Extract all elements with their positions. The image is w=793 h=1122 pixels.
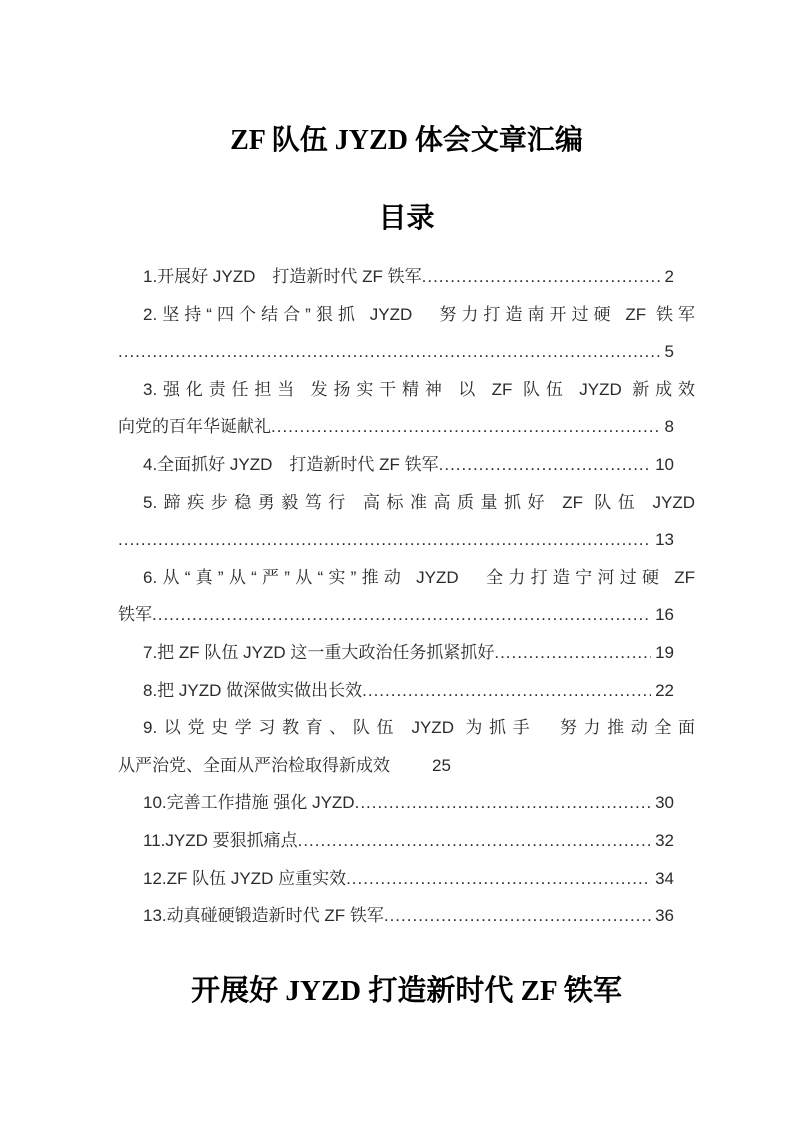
toc-page-number: 19 [655,642,674,662]
toc-line-entry-10[interactable] [118,784,695,822]
toc-line-entry-8[interactable] [118,672,695,710]
toc-page-number: 22 [655,680,674,700]
toc-dot-leader [355,784,651,822]
toc-page-number: 2 [664,267,674,286]
toc-entry-text: 从严治党、全面从严治检取得新成效 [118,755,390,775]
toc-page-number: 16 [655,605,674,625]
toc-dot-leader [384,897,651,935]
toc-line-entry-12[interactable] [118,860,695,898]
toc-line-entry-9[interactable] [118,709,695,747]
toc-page-number: 13 [655,530,674,550]
toc-dot-leader [439,446,651,484]
toc-line-entry-11[interactable] [118,822,695,860]
toc-dot-leader [422,258,661,296]
toc-entry-text: 3.强化责任担当 发扬实干精神 以 ZF 队伍 JYZD 新成效 [143,379,695,399]
toc-entry-text: 8.把 JYZD 做深做实做出长效 [143,680,363,700]
toc-heading: 目录 [378,203,435,234]
article-title: 开展好 JYZD 打造新时代 ZF 铁军 [191,975,622,1007]
toc-entry-text: 11.JYZD 要狠抓痛点 [143,830,298,850]
toc-entry-text: 2.坚持“四个结合”狠抓 JYZD 努力打造南开过硬 ZF 铁军 [143,304,695,324]
toc-entry-text: 向党的百年华诞献礼 [118,417,271,437]
toc-entry-text: 9.以党史学习教育、队伍 JYZD 为抓手 努力推动全面 [143,718,695,738]
toc-entry-text: 7.把 ZF 队伍 JYZD 这一重大政治任务抓紧抓好 [143,642,495,662]
toc-line-entry-3[interactable] [118,408,695,446]
toc-page-number: 10 [655,454,674,474]
toc-dot-leader [362,672,651,710]
toc-entry-text: 1.开展好 JYZD 打造新时代 ZF 铁军 [143,267,422,286]
toc-line-entry-5[interactable] [118,521,695,559]
toc [118,258,695,935]
toc-entry-text: 12.ZF 队伍 JYZD 应重实效 [143,868,347,888]
toc-dot-leader [118,333,661,371]
toc-line-entry-13[interactable] [118,897,695,935]
toc-dot-leader [118,521,651,559]
toc-entry-text: 铁军 [118,605,152,625]
toc-page-number: 8 [664,417,674,437]
toc-dot-leader [152,596,651,634]
page-content [118,0,695,1122]
toc-entry-text: 6.从“真”从“严”从“实”推动 JYZD 全力打造宁河过硬 ZF [143,567,695,587]
toc-line-entry-7[interactable] [118,634,695,672]
toc-entry-text: 4.全面抓好 JYZD 打造新时代 ZF 铁军 [143,454,439,474]
toc-page-number: 5 [664,342,674,362]
toc-line-entry-6[interactable] [118,559,695,597]
toc-dot-leader [494,634,651,672]
toc-page-number: 30 [655,793,674,813]
toc-dot-leader [271,408,661,446]
toc-dot-leader [346,860,651,898]
toc-dot-leader [298,822,651,860]
document-title: ZF 队伍 JYZD 体会文章汇编 [230,125,583,156]
toc-page-number: 32 [655,830,674,850]
toc-line-entry-9[interactable] [118,747,695,785]
toc-page-number: 25 [432,755,451,775]
toc-entry-text: 5.蹄疾步稳勇毅笃行 高标准高质量抓好 ZF 队伍 JYZD [143,492,695,512]
toc-line-entry-5[interactable] [118,484,695,522]
toc-line-entry-1[interactable] [118,258,695,296]
toc-line-entry-4[interactable] [118,446,695,484]
toc-line-entry-6[interactable] [118,596,695,634]
toc-page-number: 34 [655,868,674,888]
toc-line-entry-2[interactable] [118,333,695,371]
toc-line-entry-3[interactable] [118,371,695,409]
toc-page-number: 36 [655,906,674,926]
toc-line-entry-2[interactable] [118,296,695,334]
toc-entry-text: 13.动真碰硬锻造新时代 ZF 铁军 [143,906,384,926]
toc-entry-text: 10.完善工作措施 强化 JYZD [143,793,355,813]
